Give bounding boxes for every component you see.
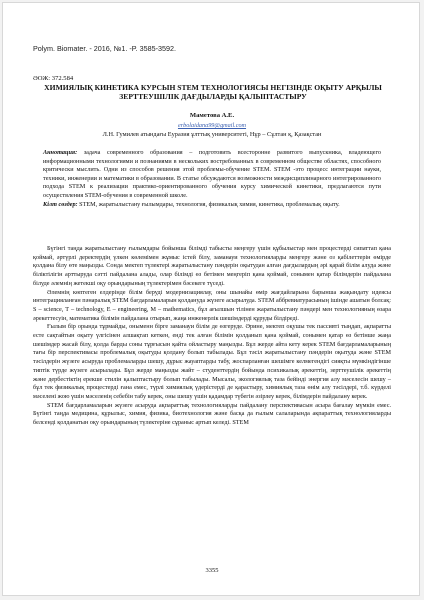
abstract-label: Аннотация: [43,149,78,156]
abstract-paragraph [43,149,381,201]
udk-code: ӘОЖ: 372.584 [33,75,74,82]
body-paragraph: Әлемнің көптеген елдерінде білім беруді модернизациялау, оны шынайы өмір жағдайларына барынша жақындату идеясы интеграцияланған пәнаралық STEM бағдарламаларын қолдануда жүзеге асырылуда. STEM аббревиатурасының ішінде ашатын болсақ: S – science, T – technology, E – engineering, M – mathematics, бұл ағылшын тілінен жаратылыстану пәндері мен технологияның өзара әрекеттесуін, математика білімін пайдалана отырып, жаңа инженерлік шешімдерді құруды білдіреді. [33,288,391,322]
paper-page [2,2,420,596]
article-title: ХИМИЯЛЫҚ КИНЕТИКА КУРСЫН STEM ТЕХНОЛОГИЯСЫ НЕГІЗІНДЕ ОҚЫТУ АРҚЫЛЫ ЗЕРТТЕУШІЛІК ДАҒДЫЛАРДЫ ҚАЛЫПТАСТЫРУ [44,83,382,102]
keywords-label: Кілт сөздер: [43,200,78,208]
author-email-link[interactable]: erbolaidana99@gmail.com [177,122,247,129]
keywords-paragraph [43,201,381,210]
author-affiliation: Л.Н. Гумилев атындағы Еуразия ұлттық университеті, Нұр – Сұлтан қ, Қазақстан [102,131,322,138]
body-paragraph: STEM бағдарламаларын жүзеге асыруда ақпараттық технологияларды пайдалану перспективасын асыра бағалау мүмкін емес. Бүгінгі таңда медицина, құрылыс, химия, физика, биотехнология және басқа да ғылым салаларында ақпараттық технологияларды белсенді қолданатын оқу орындарының түлектеріне сұраныс артып келеді. STEM [33,401,391,427]
abstract-text: задача современного образования – подготовить всесторонне развитого выпускника, владеющего информационными технологиями и познаниями в нескольких востребованных в современном обществе областях, способного критически мыслить. Одни из способов решения этой проблемы-обучение STEM. STEM -это процесс интеграции науки, техники, инженерии и математики в образовании. В статье обсуждаются возможности междисциплинарного интегрированного подхода STEM к реализации практико-ориентированного обучения курсу химической кинетики, предлагаются пути осуществления STEM-обучения в современной школе. [43,149,381,199]
abstract-section [43,149,381,209]
body-text [33,245,391,428]
body-paragraph: Ғылым бір орында тұрмайды, оныменн бірге заманауи білім де өзгеруде. Әрине, мектеп оқушы тек пассивті тыңдап, ақпаратты есте сақтайтын оқыту үлгісінен алшақтап кеткен, енді тек алған білімін қолданып қана қоймай, сонымен қатар өз бетінше жаңа шешімдер жасай білу, қолда барды соны тұрғысын қайта ойластыру маңызды. Бұл жерде айта кету керек STEM бағдарламаларының тағы бір перспективасы проблемалық оқытуды қолдану болып табылады. Бұл тәсіл жаратылыстану пәндерін оқытуда және STEM тәсілдерін жүзеге асыруда проблемаларды шешу, дұрыс жауаптарды табу, жоспарланған шешімге келмегендігі сияқты мүмкіндігінше типтік түрде жүзеге асырылады. Бұл жерде маңызды жайт – студенттердің бойында психикалық әрекеттің, зерттеушілік әрекеттің және дербестіктің ерекше стилін қалыптастыру болып табылады. Мысалы, экологиялық таза бейінді энергия алу мәселесін шешу – бұл тек физикалық процестерді ғана емес, түрлі химиялық үдерістерді де қарастыру, химиялық таза өнім алу тәсілдері, т.б. күрделі мәселені жою үшін мәселенің себебін табу керек, оны шешу үшін қадамдар түбегін әзірлеу керек, білімдерін пайдалану керек. [33,323,391,400]
page-number: 3355 [205,567,219,574]
journal-citation: Polym. Biomater. - 2016, №1. -P. 3585-3592. [33,44,177,53]
keywords-text: STEM, жаратылыстану ғылымдары, технология, физикалық химия, кинетика, проблемалық оқыту. [77,200,340,208]
body-paragraph: Бүгінгі таңда жаратылыстану ғылымдары бойынша білімді табысты меңгеру үшін құбылыстар мен процестерді сипаттап қана қоймай, әртүрлі деректердің үлкен көлемімен жұмыс істей білу, заманауи технологияларды меңгеру және оз қабілеттерін өмірде қолдана білу өте маңызды. Сонда мектеп түлектері жаратылыстану пәндерін оқытудан алған дағдылардың әрі қарай білім алуда және біліктілігін арттыруда сәтті пайдалана алады, олар білімді өз бетімен меңгеріп қана қоймай, сонымен қатар білімдерін пайдалана білуде әлемнің жетекші оқу орындарының түлектерімен бәсекеге түседі. [33,245,391,287]
author-name: Маметова А.Е. [189,112,235,119]
